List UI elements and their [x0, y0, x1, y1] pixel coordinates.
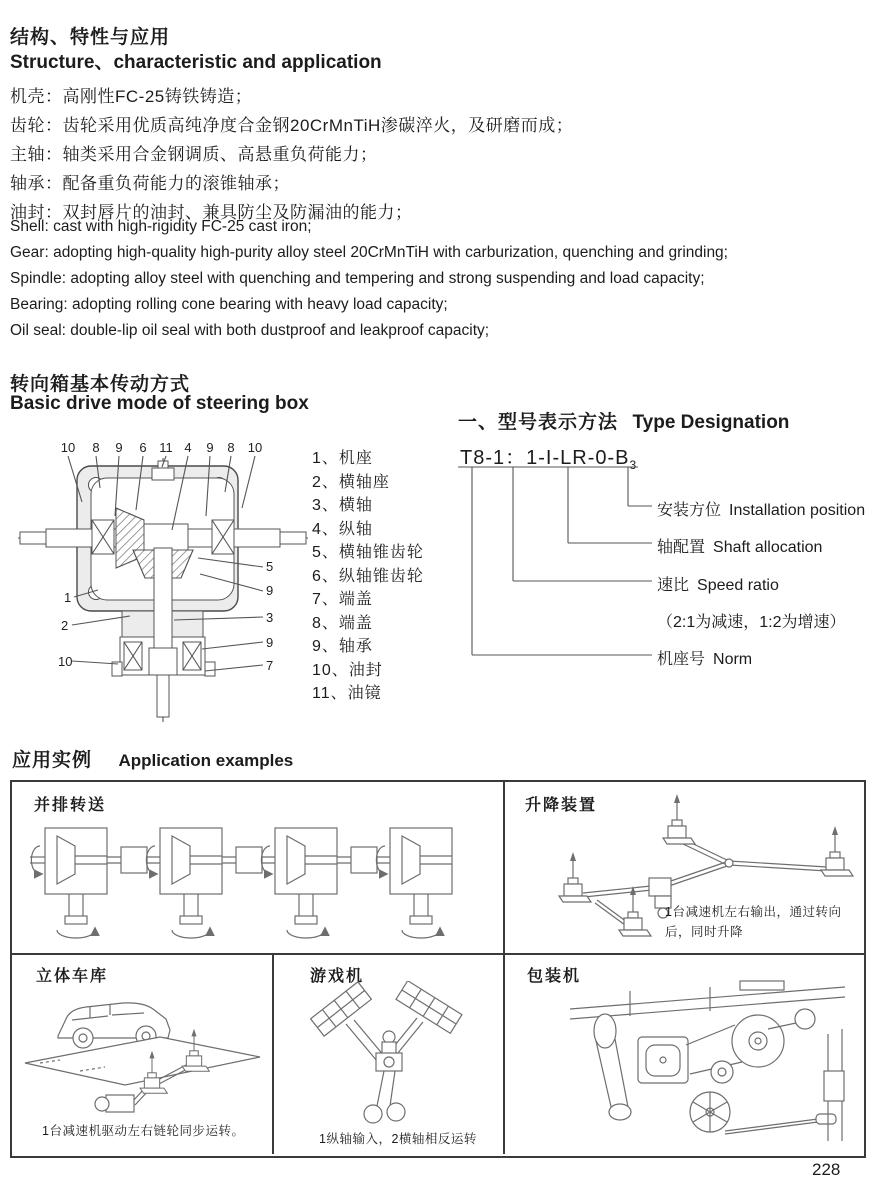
drive-mode-title-en: Basic drive mode of steering box [10, 393, 309, 414]
spec-item-oilseal-zh: 油封：双封唇片的油封、兼具防尘及防漏油的能力； [10, 203, 413, 222]
structure-title-zh: 结构、特性与应用 [10, 27, 171, 48]
diagram-label-10c: 10 [58, 654, 73, 669]
structure-list-zh [10, 82, 573, 227]
packing-machine-drawing [560, 979, 855, 1151]
panel-game-caption: 1纵轴输入，2横轴相反运转 [319, 1132, 477, 1146]
panel-parallel-conveyor [12, 782, 505, 955]
diagram-label-9d: 9 [266, 635, 274, 650]
parking-garage-drawing [20, 983, 268, 1123]
speed-ratio-note: （2:1为减速，1:2为增速） [657, 614, 846, 631]
examples-heading-en: Application examples [118, 751, 294, 770]
diagram-label-9a: 9 [115, 440, 123, 455]
callout-speed-ratio: 速比 Speed ratio [657, 577, 779, 594]
part-item: 4、纵轴 [312, 520, 373, 538]
panel-garage-caption: 1台减速机驱动左右链轮同步运转。 [42, 1124, 245, 1138]
part-item: 2、横轴座 [312, 473, 390, 491]
diagram-label-8b: 8 [227, 440, 235, 455]
model-code: T8-1：$1-I-LR-0-B_3$ [460, 447, 638, 472]
spec-item-spindle-en: Spindle: adopting alloy steel with quenching and tempering and strong suspending and load capacity; [10, 270, 705, 287]
diagram-label-9b: 9 [206, 440, 214, 455]
spec-item-bearing-en: Bearing: adopting rolling cone bearing with heavy load capacity; [10, 296, 448, 313]
spec-item-shell-en: Shell: cast with high-rigidity FC-25 cast iron; [10, 218, 312, 235]
part-item: 5、横轴锥齿轮 [312, 544, 424, 561]
part-item: 3、横轴 [312, 497, 373, 514]
diagram-label-10a: 10 [60, 440, 76, 455]
parts-list [312, 447, 424, 706]
bearing-right [212, 520, 234, 554]
panel-lifting-device [505, 782, 864, 955]
page-number: 228 [812, 1160, 841, 1179]
part-item: 11、油镜 [312, 685, 382, 702]
examples-heading-zh: 应用实例 [12, 750, 93, 771]
bearing-lower-left [124, 642, 142, 670]
panel-packing-title: 包装机 [527, 968, 582, 985]
model-code-subscript: 3 [629, 458, 638, 472]
part-item: 1、机座 [312, 450, 373, 467]
panel-packing-machine [505, 955, 864, 1154]
examples-grid [10, 780, 866, 1158]
parallel-conveyor-drawing [30, 820, 490, 948]
diagram-label-10b: 10 [247, 440, 263, 455]
callout-norm: 机座号 Norm [657, 651, 753, 668]
gearbox-cross-section-drawing [18, 430, 308, 725]
structure-list-en [10, 214, 728, 344]
panel-garage-title: 立体车库 [36, 968, 109, 985]
diagram-label-11: 11 [159, 440, 173, 455]
spec-item-gear-en: Gear: adopting high-quality high-purity alloy steel 20CrMnTiH with carburization, quenching and grinding; [10, 244, 728, 261]
type-designation-heading-en: Type Designation [632, 412, 790, 433]
spec-item-shell-zh: 机壳：高刚性FC-25铸铁铸造； [10, 87, 253, 106]
diagram-label-9c: 9 [266, 583, 274, 598]
spec-item-oilseal-en: Oil seal: double-lip oil seal with both dustproof and leakproof capacity; [10, 322, 490, 339]
callout-shaft-allocation: 轴配置 Shaft allocation [657, 539, 823, 556]
diagram-label-5: 5 [266, 559, 274, 574]
diagram-label-7: 7 [266, 658, 274, 673]
panel-parking-garage [12, 955, 274, 1154]
bearing-left [92, 520, 114, 554]
panel-game-machine [274, 955, 505, 1154]
part-item: 6、纵轴锥齿轮 [312, 567, 424, 585]
panel-lifting-title: 升降装置 [525, 797, 598, 814]
bearing-lower-right [183, 642, 201, 670]
type-designation-tree [455, 460, 875, 670]
part-item: 9、轴承 [312, 638, 373, 655]
examples-heading [12, 745, 293, 772]
diagram-label-1: 1 [64, 590, 72, 605]
callout-installation: 安装方位 Installation position [657, 502, 866, 519]
game-machine-drawing [289, 981, 489, 1129]
spec-item-bearing-zh: 轴承：配备重负荷能力的滚锥轴承； [10, 174, 290, 193]
diagram-label-3: 3 [266, 610, 274, 625]
diagram-label-4: 4 [184, 440, 192, 455]
part-item: 8、端盖 [312, 614, 373, 632]
type-designation-heading-zh: 一、型号表示方法 [458, 412, 619, 433]
drive-mode-title-zh: 转向箱基本传动方式 [10, 374, 191, 395]
spec-item-spindle-zh: 主轴：轴类采用合金钢调质、高悬重负荷能力； [10, 145, 378, 164]
panel-lifting-caption: 1台减速机左右输出，通过转向后，同时升降 [665, 905, 842, 939]
structure-title-en: Structure、characteristic and application [10, 52, 382, 73]
spec-item-gear-zh: 齿轮：齿轮采用优质高纯净度合金钢20CrMnTiH渗碳淬火，及研磨而成； [10, 116, 574, 135]
diagram-label-6: 6 [139, 440, 147, 455]
diagram-label-2: 2 [61, 618, 69, 633]
diagram-label-8a: 8 [92, 440, 100, 455]
panel-parallel-title: 并排转送 [34, 797, 107, 814]
part-item: 7、端盖 [312, 591, 373, 608]
part-item: 10、油封 [312, 661, 383, 679]
panel-game-title: 游戏机 [310, 968, 365, 985]
type-designation-heading [458, 407, 789, 434]
